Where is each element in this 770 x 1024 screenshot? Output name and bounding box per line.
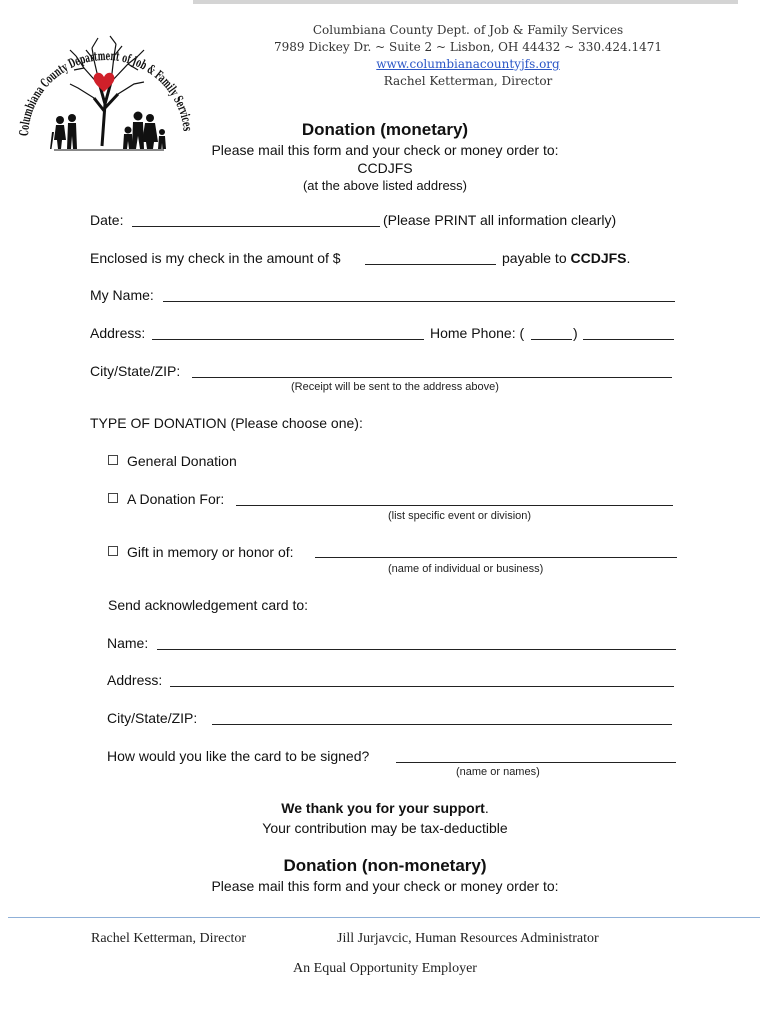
monetary-recipient-note: (at the above listed address) — [302, 178, 468, 193]
header-website-link[interactable]: www.columbianacountyjfs.org — [376, 57, 560, 71]
ack-address-label: Address: — [107, 672, 163, 688]
donation-for-checkbox[interactable] — [108, 493, 118, 503]
gift-memory-label: Gift in memory or honor of: — [127, 544, 294, 560]
heart-icon — [94, 73, 115, 92]
phone-area-code-field[interactable] — [531, 339, 572, 340]
monetary-instructions: Please mail this form and your check or money order to: — [211, 142, 559, 158]
ack-heading: Send acknowledgement card to: — [108, 597, 309, 613]
address-label: Address: — [90, 325, 146, 341]
donation-for-note: (list specific event or division) — [388, 510, 532, 522]
card-signed-field[interactable] — [396, 762, 676, 763]
tax-deductible-note: Your contribution may be tax-deductible — [262, 820, 508, 836]
top-decorative-bar — [193, 0, 738, 4]
date-field[interactable] — [132, 226, 380, 227]
address-field[interactable] — [152, 339, 424, 340]
receipt-note: (Receipt will be sent to the address above) — [291, 381, 499, 393]
ack-name-label: Name: — [107, 635, 149, 651]
donation-for-label: A Donation For: — [127, 491, 225, 507]
thanks-period: . — [484, 800, 489, 816]
logo-arc-text: Columbiana County Department of Job & Family Services — [15, 47, 196, 137]
ack-name-field[interactable] — [157, 649, 676, 650]
donation-for-field[interactable] — [236, 505, 673, 506]
ack-address-field[interactable] — [170, 686, 674, 687]
gift-memory-note: (name of individual or business) — [388, 563, 544, 575]
my-name-field[interactable] — [163, 301, 675, 302]
header-address-line: 7989 Dickey Dr. ~ Suite 2 ~ Lisbon, OH 44432 ~ 330.424.1471 — [273, 40, 663, 54]
monetary-recipient: CCDJFS — [357, 160, 413, 176]
card-signed-label: How would you like the card to be signed? — [107, 748, 370, 764]
header-org-line: Columbiana County Dept. of Job & Family Services — [312, 23, 624, 37]
city-state-zip-label: City/State/ZIP: — [90, 363, 181, 379]
footer-hr-admin: Jill Jurjavcic, Human Resources Administrator — [337, 931, 599, 946]
nonmonetary-title: Donation (non-monetary) — [283, 856, 487, 875]
card-signed-note: (name or names) — [456, 766, 540, 778]
payable-label: payable to — [502, 250, 567, 266]
home-phone-field[interactable] — [583, 339, 674, 340]
monetary-title: Donation (monetary) — [301, 120, 469, 139]
donation-type-heading: TYPE OF DONATION (Please choose one): — [90, 415, 363, 431]
payable-period: . — [626, 250, 631, 266]
date-print-note: (Please PRINT all information clearly) — [383, 212, 617, 228]
home-phone-close: ) — [573, 325, 578, 341]
footer-director: Rachel Ketterman, Director — [91, 931, 247, 946]
thanks-text: We thank you for your support — [281, 800, 485, 816]
header-director-line: Rachel Ketterman, Director — [383, 74, 553, 88]
check-amount-field[interactable] — [365, 264, 496, 265]
gift-memory-field[interactable] — [315, 557, 677, 558]
footer-eoe: An Equal Opportunity Employer — [293, 961, 477, 976]
gift-memory-checkbox[interactable] — [108, 546, 118, 556]
general-donation-checkbox[interactable] — [108, 455, 118, 465]
ack-city-state-zip-field[interactable] — [212, 724, 672, 725]
ack-city-state-zip-label: City/State/ZIP: — [107, 710, 198, 726]
home-phone-label: Home Phone: ( — [430, 325, 525, 341]
general-donation-label: General Donation — [127, 453, 237, 469]
city-state-zip-field[interactable] — [192, 377, 672, 378]
my-name-label: My Name: — [90, 287, 154, 303]
nonmonetary-instructions: Please mail this form and your check or money order to: — [211, 878, 559, 894]
date-label: Date: — [90, 212, 124, 228]
payable-to: CCDJFS — [570, 250, 627, 266]
footer-divider — [8, 917, 760, 918]
check-amount-label: Enclosed is my check in the amount of $ — [90, 250, 341, 266]
